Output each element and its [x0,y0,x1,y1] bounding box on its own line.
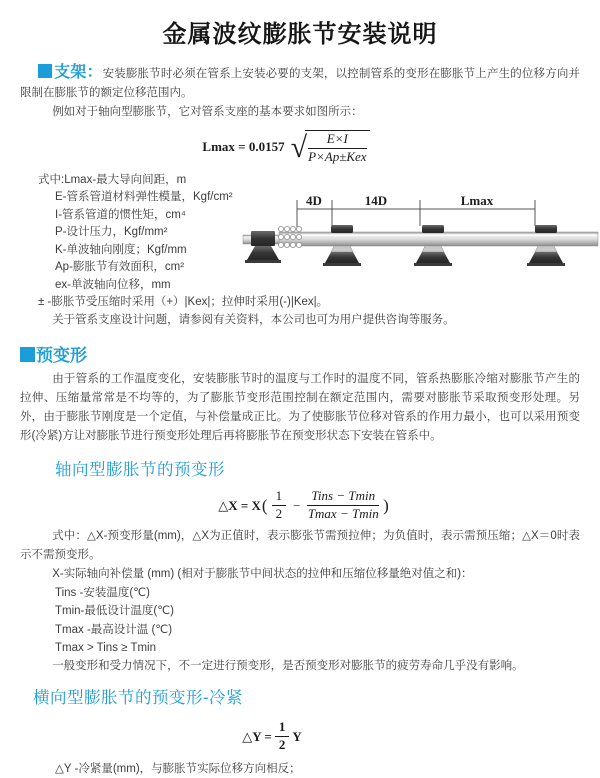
axial-predeform-formula [28,489,580,522]
bracket-intro-paragraph [20,63,580,103]
open-paren: ( [261,496,268,516]
page-title: 金属波纹膨胀节安装说明 [162,21,438,48]
temperature-fraction [307,489,379,522]
lateral-note: △Y -冷紧量(mm)，与膨胀节实际位移方向相反； [55,762,301,775]
predeform-section-heading [20,341,580,366]
one-half-fraction [275,720,290,753]
definition-item: I-管系管道的惯性矩，cm⁴ [55,208,186,221]
dim-label-lmax: Lmax [460,193,494,208]
definition-item: E-管系管道材料弹性模量，Kgf/cm² [55,191,233,204]
temperature-item: Tmax > Tins ≥ Tmin [55,641,156,654]
dim-label-14d: 14D [364,193,388,208]
axial-note: 一般变形和受力情况下，不一定进行预变形，是否预变形对膨胀节的疲劳寿命几乎没有影响。 [52,660,524,673]
lateral-subheading: 横向型膨胀节的预变形-冷紧 [33,689,243,708]
blue-square-bullet-icon [20,347,35,362]
plusminus-note: ± -膨胀节受压缩时采用（+）|Kex|；拉伸时采用(-)|Kex|。 [38,296,329,309]
square-root-symbol: √ [290,131,308,165]
axial-subheading: 轴向型膨胀节的预变形 [55,461,225,480]
pipe-support-diagram [243,190,600,280]
bracket-heading-label: 支架： [54,64,103,81]
lmax-fraction [308,132,367,165]
lateral-formula-lhs: △Y = [242,728,272,744]
half-numerator: 1 [275,720,290,737]
bracket-intro-text: 安装膨胀节时必须在管系上安装必要的支架，以控制管系的变形在膨胀节上产生的位移方向并限制在膨胀节的额定位移范围内。 [20,68,580,99]
temperature-item: Tins -安装温度(℃) [55,587,150,600]
definition-item: ex-单波轴向位移，mm [55,278,171,291]
half-denominator: 2 [275,506,283,522]
lmax-fraction-denominator: P×Ap±Kex [308,148,367,164]
blue-square-bullet-icon [38,64,52,78]
temp-fraction-denominator: Tmax − Tmin [307,506,379,522]
lmax-fraction-numerator: E×I [308,132,367,149]
predeform-paragraph: 由于管系的工作温度变化，安装膨胀节时的温度与工作时的温度不同，管系热膨胀冷缩对膨胀节产生的拉伸、压缩量常常是不均等的，为了膨胀节变形范围控制在额定范围内，需要对膨胀节采取预变形处理。另外，由于膨胀节刚度是一个定值，与补偿量成正比。为了使膨胀节位移对管系的作用力最小，也可以采用预变形(冷紧)方让对膨胀节进行预变形处理后再将膨胀节在预变形状态下安装在管系中。 [20,373,580,443]
close-paren: ) [383,496,389,516]
temp-fraction-numerator: Tins − Tmin [307,489,379,506]
half-numerator: 1 [272,489,287,506]
half-denominator: 2 [278,737,286,752]
predeform-heading-label: 预变形 [36,346,87,366]
dim-label-4d: 4D [306,193,322,208]
bracket-example-line: 例如对于轴向型膨胀节，它对管系支座的基本要求如图所示： [52,106,363,118]
axial-x-definition: X-实际轴向补偿量 (mm) (相对于膨胀节中间状态的拉伸和压缩位移量绝对值之和)： [52,568,473,581]
pipe [279,232,598,246]
lateral-formula-rhs: Y [292,728,302,744]
lmax-formula [0,130,580,165]
axial-where-paragraph: 式中：△X-预变形量(mm)，△X为正值时，表示膨张节需预拉伸；为负值时，表示需预压缩；△X＝0时表示不需预变形。 [20,530,580,562]
definition-item: K-单波轴向刚度；Kgf/mm [55,243,187,256]
definition-item: P-设计压力，Kgf/mm² [55,226,168,239]
lmax-formula-lhs: Lmax = 0.0157 [202,139,285,155]
temperature-item: Tmax -最高设计温 (℃) [55,623,173,636]
where-lead-line: 式中:Lmax-最大导向间距，m [38,173,187,186]
temperature-definition-list [20,584,580,657]
axial-formula-lhs: △X = X [218,497,261,513]
lateral-coldpull-formula [0,720,580,753]
bracket-section-heading [20,64,103,81]
minus-operator: − [293,497,301,513]
one-half-fraction [272,489,287,522]
consult-note: 关于管系支座设计问题，请参阅有关资料，本公司也可为用户提供咨询等服务。 [52,313,455,326]
temperature-item: Tmin-最低设计温度(℃) [55,605,174,618]
definition-item: Ap-膨胀节有效面积，cm² [55,261,185,274]
sqrt-body [305,130,370,165]
